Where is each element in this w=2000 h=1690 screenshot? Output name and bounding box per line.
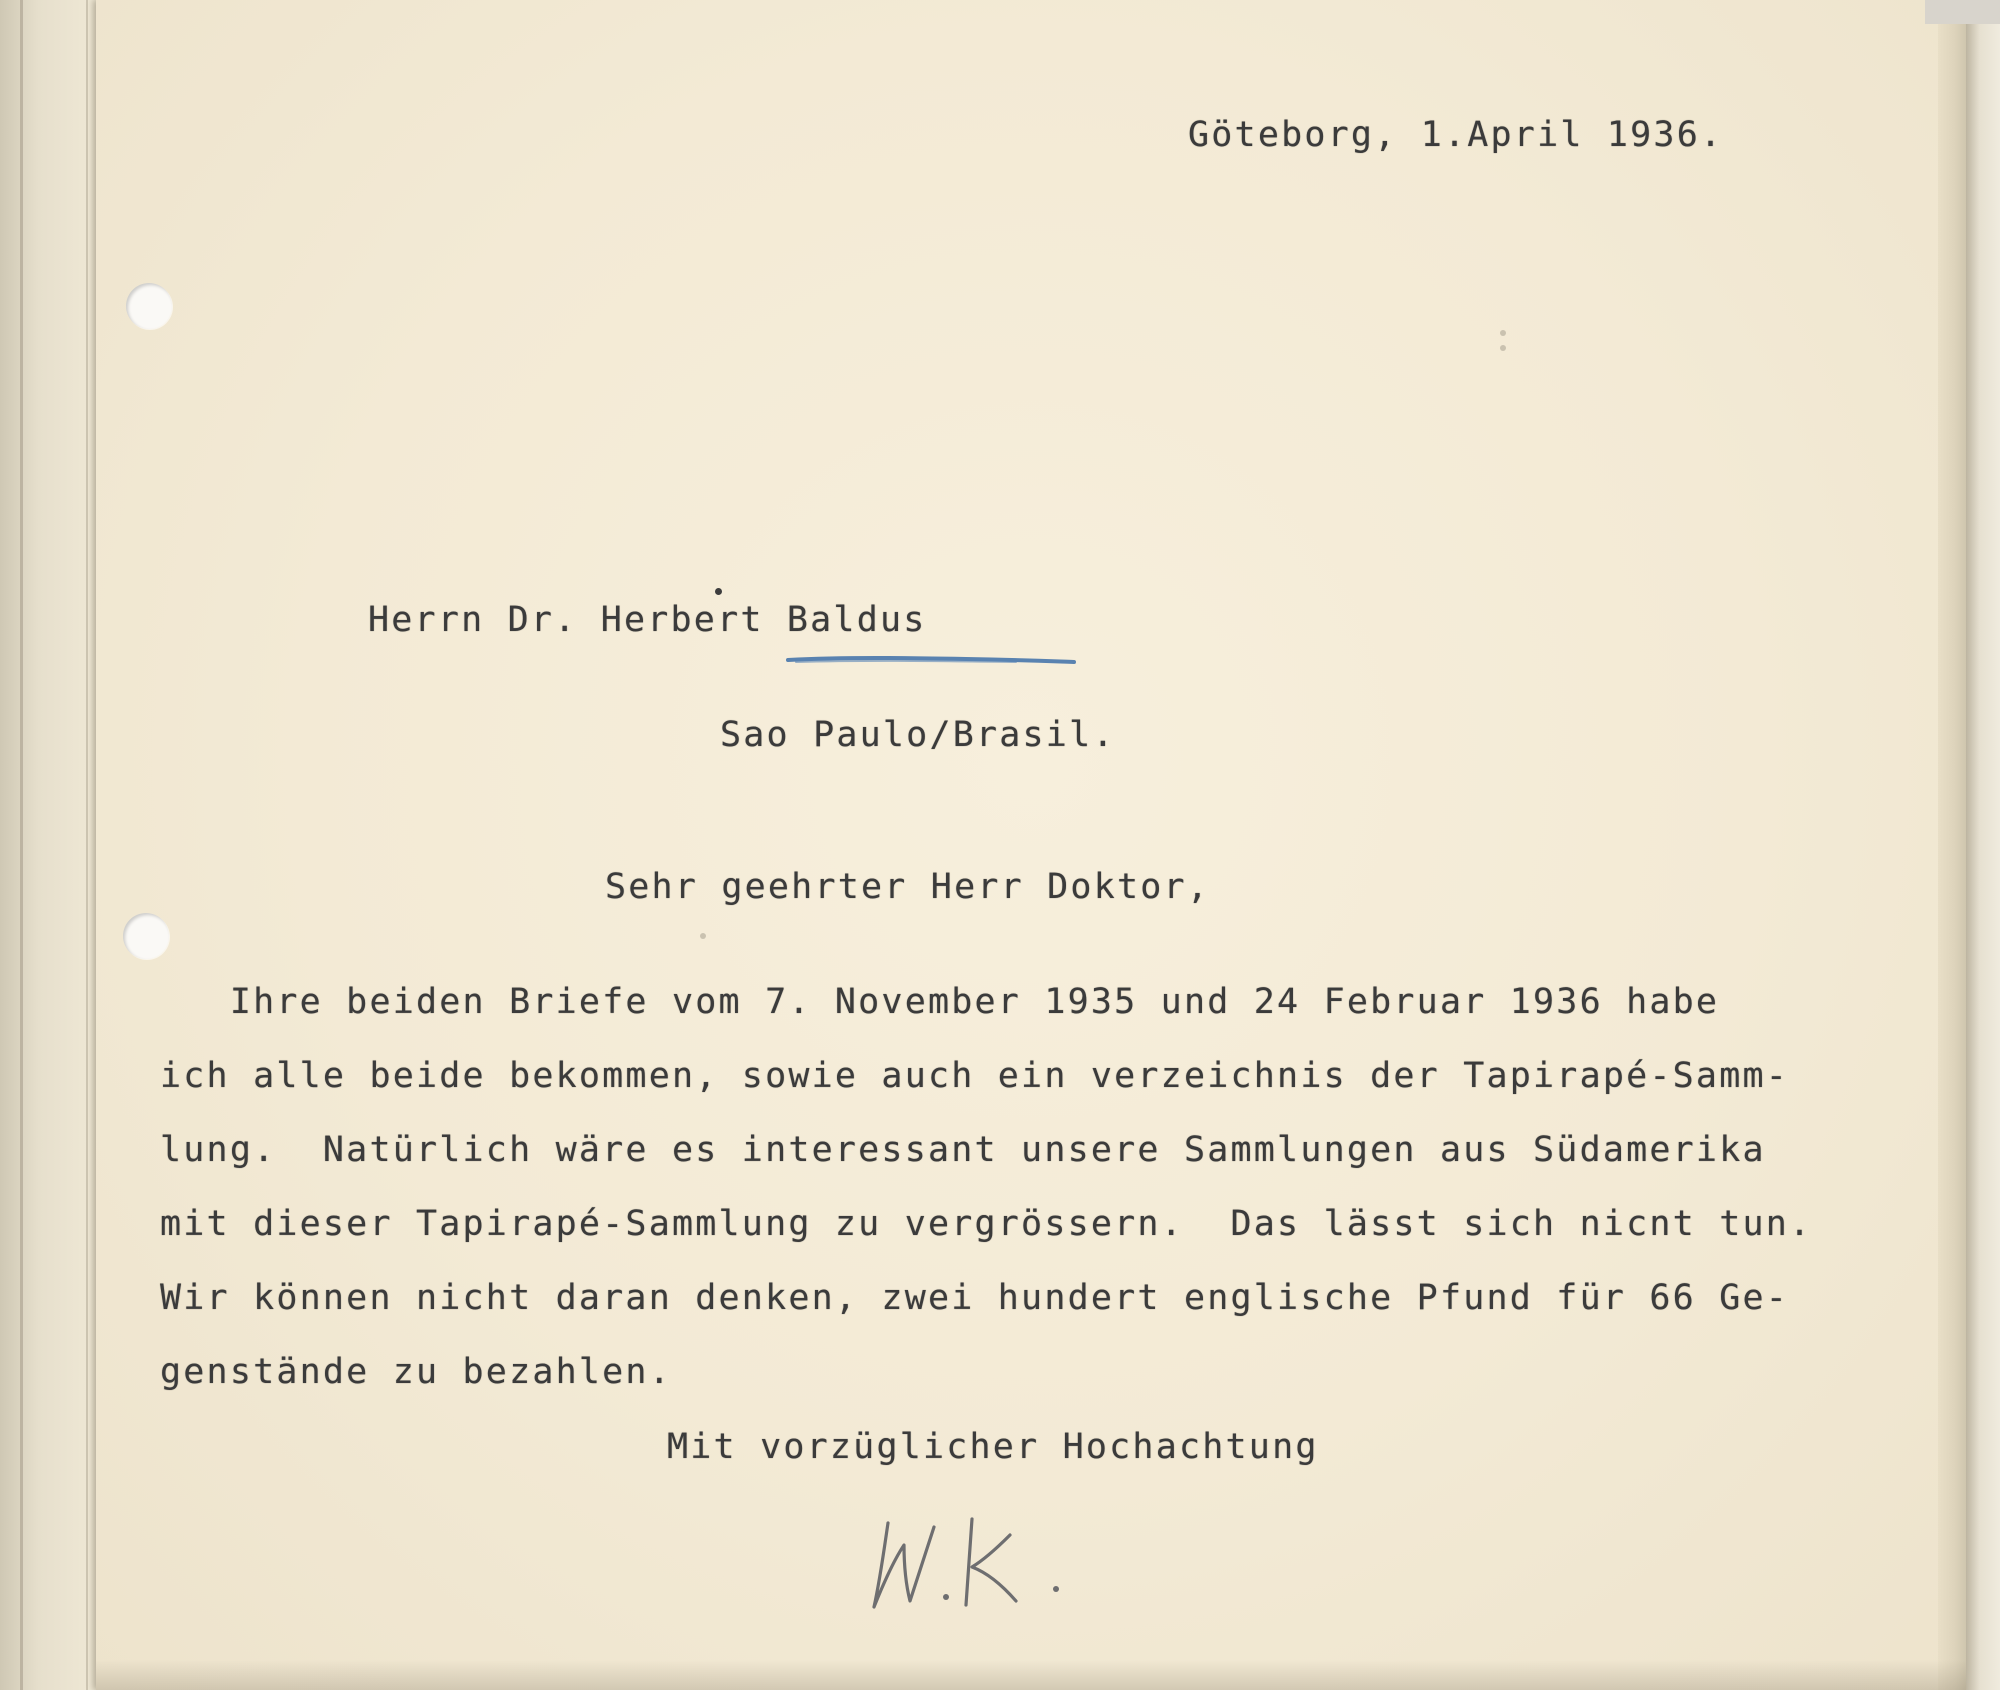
punch-hole-bottom	[123, 913, 169, 959]
stray-ink-dot	[715, 588, 722, 595]
letter-addressee: Herrn Dr. Herbert Baldus	[368, 600, 927, 640]
page-edge-line	[20, 0, 23, 1690]
paper-speck	[1500, 330, 1506, 336]
letter-date-line: Göteborg, 1.April 1936.	[1188, 115, 1724, 155]
body-line: ich alle beide bekommen, sowie auch ein verzeichnis der Tapirapé-Samm-	[160, 1056, 1790, 1096]
body-line: Ihre beiden Briefe vom 7. November 1935 und 24 Februar 1936 habe	[160, 982, 1720, 1022]
paper-speck	[1500, 345, 1506, 351]
letter-closing: Mit vorzüglicher Hochachtung	[667, 1427, 1319, 1467]
adjacent-page-strip	[1966, 0, 2000, 1690]
paper-speck	[700, 933, 706, 939]
letter-salutation: Sehr geehrter Herr Doktor,	[605, 867, 1211, 907]
letter-place: Sao Paulo/Brasil.	[720, 715, 1116, 755]
underlying-page	[0, 0, 110, 1690]
punch-hole-top	[126, 283, 172, 329]
page-edge-line-inner	[86, 0, 88, 1690]
body-line: lung. Natürlich wäre es interessant unsere Sammlungen aus Südamerika	[160, 1130, 1766, 1170]
body-line: genstände zu bezahlen.	[160, 1352, 672, 1392]
handwritten-signature	[860, 1505, 1090, 1615]
scanner-margin	[1925, 0, 2000, 24]
body-line: mit dieser Tapirapé-Sammlung zu vergrössern. Das lässt sich nicnt tun.	[160, 1204, 1813, 1244]
blue-pencil-underline	[786, 654, 1076, 666]
sheet-bottom-shadow	[96, 1660, 1966, 1690]
body-line: Wir können nicht daran denken, zwei hundert englische Pfund für 66 Ge-	[160, 1278, 1790, 1318]
sheet-right-edge	[1938, 0, 1966, 1690]
